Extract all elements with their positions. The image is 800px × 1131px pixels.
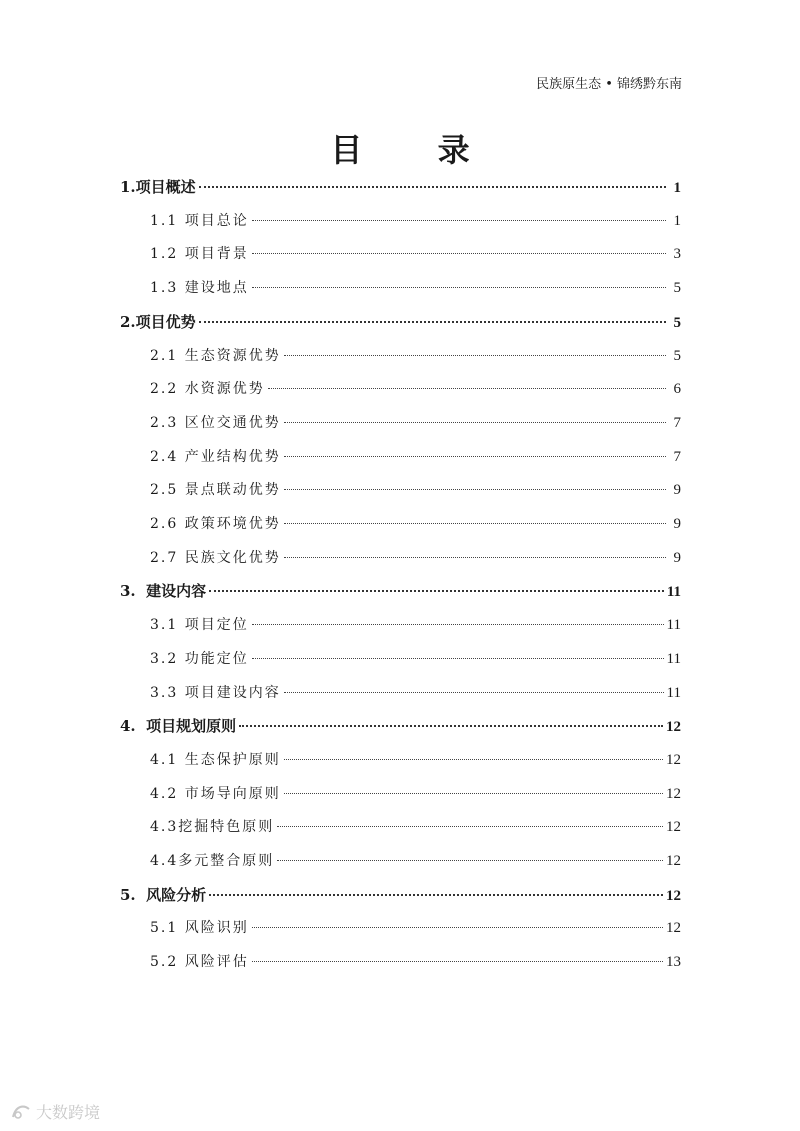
toc-dot-leader bbox=[252, 961, 663, 962]
toc-subsection-entry[interactable] bbox=[150, 239, 681, 269]
toc-dot-leader bbox=[199, 321, 666, 323]
toc-subsection-entry[interactable] bbox=[150, 374, 681, 404]
toc-page-number: 1 bbox=[673, 212, 681, 229]
toc-subsection-entry[interactable] bbox=[150, 812, 681, 842]
toc-subsection-entry[interactable] bbox=[150, 543, 681, 573]
toc-entry-number: 1.3 bbox=[150, 280, 185, 297]
toc-dot-leader bbox=[239, 725, 663, 727]
toc-page-number: 7 bbox=[673, 414, 681, 431]
toc-entry-title: 风险识别 bbox=[184, 920, 249, 937]
toc-dot-leader bbox=[277, 860, 663, 861]
toc-section-entry[interactable] bbox=[120, 172, 681, 202]
toc-entry-title: 生态资源优势 bbox=[184, 347, 281, 364]
toc-subsection-entry[interactable] bbox=[150, 442, 681, 472]
toc-subsection-entry[interactable] bbox=[150, 475, 681, 505]
toc-page-number: 12 bbox=[666, 887, 681, 904]
toc-page-number: 5 bbox=[673, 347, 681, 364]
toc-dot-leader bbox=[252, 658, 664, 659]
toc-entry-number: 3.2 bbox=[150, 650, 185, 667]
toc-entry-title: 项目建设内容 bbox=[184, 684, 281, 701]
toc-entry-number: 2. bbox=[120, 312, 136, 331]
toc-entry-number: 4. bbox=[120, 717, 147, 736]
toc-dot-leader bbox=[277, 826, 663, 827]
toc-dot-leader bbox=[209, 894, 663, 896]
toc-entry-number: 1. bbox=[120, 178, 136, 196]
toc-entry-title: 项目概述 bbox=[135, 178, 196, 196]
toc-page-number: 12 bbox=[666, 920, 681, 937]
toc-dot-leader bbox=[268, 388, 666, 389]
toc-section-entry[interactable] bbox=[120, 307, 681, 337]
toc-entry-number: 3. bbox=[120, 582, 147, 601]
toc-entry-number: 3.1 bbox=[150, 617, 185, 634]
toc-dot-leader bbox=[284, 355, 666, 356]
toc-section-entry[interactable] bbox=[120, 576, 681, 606]
toc-subsection-entry[interactable] bbox=[150, 273, 681, 303]
toc-dot-leader bbox=[252, 253, 666, 254]
toc-subsection-entry[interactable] bbox=[150, 509, 681, 539]
toc-entry-title: 市场导向原则 bbox=[184, 785, 281, 802]
toc-page-number: 3 bbox=[673, 246, 681, 263]
toc-entry-title: 项目规划原则 bbox=[146, 717, 237, 736]
toc-dot-leader bbox=[209, 590, 664, 592]
toc-dot-leader bbox=[199, 186, 666, 188]
toc-entry-title: 风险评估 bbox=[184, 954, 249, 971]
watermark-text: 大数跨境 bbox=[36, 1103, 101, 1122]
toc-dot-leader bbox=[284, 523, 666, 524]
toc-subsection-entry[interactable] bbox=[150, 341, 681, 371]
toc-entry-number: 4.4 bbox=[150, 853, 179, 869]
toc-entry-title: 产业结构优势 bbox=[184, 448, 281, 465]
toc-dot-leader bbox=[284, 489, 666, 490]
watermark bbox=[10, 1100, 100, 1123]
toc-page-number: 12 bbox=[666, 853, 681, 869]
toc-page-number: 11 bbox=[666, 584, 681, 601]
toc-subsection-entry[interactable] bbox=[150, 846, 681, 876]
toc-entry-title: 项目优势 bbox=[135, 312, 196, 331]
toc-entry-title: 项目背景 bbox=[184, 246, 249, 263]
toc-entry-title: 建设内容 bbox=[146, 582, 207, 601]
toc-entry-title: 多元整合原则 bbox=[178, 853, 275, 869]
toc-section-entry[interactable] bbox=[120, 880, 681, 910]
toc-entry-number: 1.1 bbox=[150, 212, 185, 229]
watermark-logo-icon bbox=[10, 1103, 32, 1121]
toc-entry-title: 民族文化优势 bbox=[184, 549, 281, 566]
toc-entry-number: 5.2 bbox=[150, 954, 185, 971]
toc-page-number: 9 bbox=[673, 549, 681, 566]
toc-subsection-entry[interactable] bbox=[150, 610, 681, 640]
toc-entry-number: 1.2 bbox=[150, 246, 185, 263]
toc-page-number: 9 bbox=[673, 482, 681, 499]
toc-dot-leader bbox=[284, 692, 664, 693]
toc-entry-title: 景点联动优势 bbox=[184, 482, 281, 499]
toc-page-number: 12 bbox=[666, 751, 681, 768]
toc-dot-leader bbox=[284, 793, 663, 794]
toc-page-number: 6 bbox=[673, 381, 681, 398]
toc-entry-number: 2.5 bbox=[150, 482, 185, 499]
toc-entry-title: 区位交通优势 bbox=[184, 414, 281, 431]
toc-subsection-entry[interactable] bbox=[150, 947, 681, 977]
toc-entry-number: 2.7 bbox=[150, 549, 185, 566]
toc-subsection-entry[interactable] bbox=[150, 206, 681, 236]
toc-entry-number: 4.3 bbox=[150, 819, 179, 836]
toc-entry-title: 项目总论 bbox=[184, 212, 249, 229]
toc-page-number: 12 bbox=[666, 819, 681, 836]
toc-dot-leader bbox=[252, 220, 666, 221]
toc-entry-title: 项目定位 bbox=[184, 617, 249, 634]
toc-entry-title: 功能定位 bbox=[184, 650, 249, 667]
toc-page-number: 5 bbox=[673, 280, 681, 297]
toc-page-number: 12 bbox=[666, 719, 681, 736]
toc-dot-leader bbox=[252, 287, 666, 288]
toc-entry-number: 5.1 bbox=[150, 920, 185, 937]
running-header: 民族原生态 • 锦绣黔东南 bbox=[536, 77, 682, 92]
toc-page-number: 12 bbox=[666, 785, 681, 802]
toc-page-number: 5 bbox=[673, 314, 681, 331]
toc-subsection-entry[interactable] bbox=[150, 779, 681, 809]
toc-subsection-entry[interactable] bbox=[150, 745, 681, 775]
toc-dot-leader bbox=[284, 759, 663, 760]
page-title: 目 录 bbox=[330, 131, 502, 169]
toc-page-number: 1 bbox=[673, 180, 681, 196]
toc-page-number: 9 bbox=[673, 516, 681, 532]
toc-dot-leader bbox=[284, 557, 666, 558]
toc-page-number: 13 bbox=[666, 954, 681, 971]
toc-page-number: 11 bbox=[666, 650, 681, 667]
toc-subsection-entry[interactable] bbox=[150, 644, 681, 674]
toc-subsection-entry[interactable] bbox=[150, 678, 681, 708]
toc-subsection-entry[interactable] bbox=[150, 408, 681, 438]
toc-entry-title: 生态保护原则 bbox=[184, 751, 281, 768]
toc-entry-title: 水资源优势 bbox=[184, 381, 265, 398]
toc-page-number: 11 bbox=[666, 617, 681, 634]
toc-entry-number: 2.1 bbox=[150, 347, 185, 364]
toc-dot-leader bbox=[284, 422, 666, 423]
toc-entry-title: 政策环境优势 bbox=[184, 516, 281, 532]
toc-entry-number: 2.3 bbox=[150, 414, 185, 431]
toc-entry-number: 3.3 bbox=[150, 684, 185, 701]
toc-entry-number: 2.2 bbox=[150, 381, 185, 398]
toc-dot-leader bbox=[252, 624, 664, 625]
toc-entry-title: 挖掘特色原则 bbox=[178, 819, 275, 836]
toc-dot-leader bbox=[252, 927, 663, 928]
toc-section-entry[interactable] bbox=[120, 711, 681, 741]
toc-entry-title: 风险分析 bbox=[146, 885, 207, 904]
toc-entry-number: 5. bbox=[120, 885, 147, 904]
toc-dot-leader bbox=[284, 456, 666, 457]
toc-entry-number: 4.1 bbox=[150, 751, 185, 768]
toc-page-number: 11 bbox=[666, 684, 681, 701]
toc-page-number: 7 bbox=[673, 448, 681, 465]
toc-entry-number: 2.4 bbox=[150, 448, 185, 465]
toc-subsection-entry[interactable] bbox=[150, 913, 681, 943]
toc-entry-title: 建设地点 bbox=[184, 280, 249, 297]
toc-entry-number: 2.6 bbox=[150, 516, 185, 532]
toc-entry-number: 4.2 bbox=[150, 785, 185, 802]
